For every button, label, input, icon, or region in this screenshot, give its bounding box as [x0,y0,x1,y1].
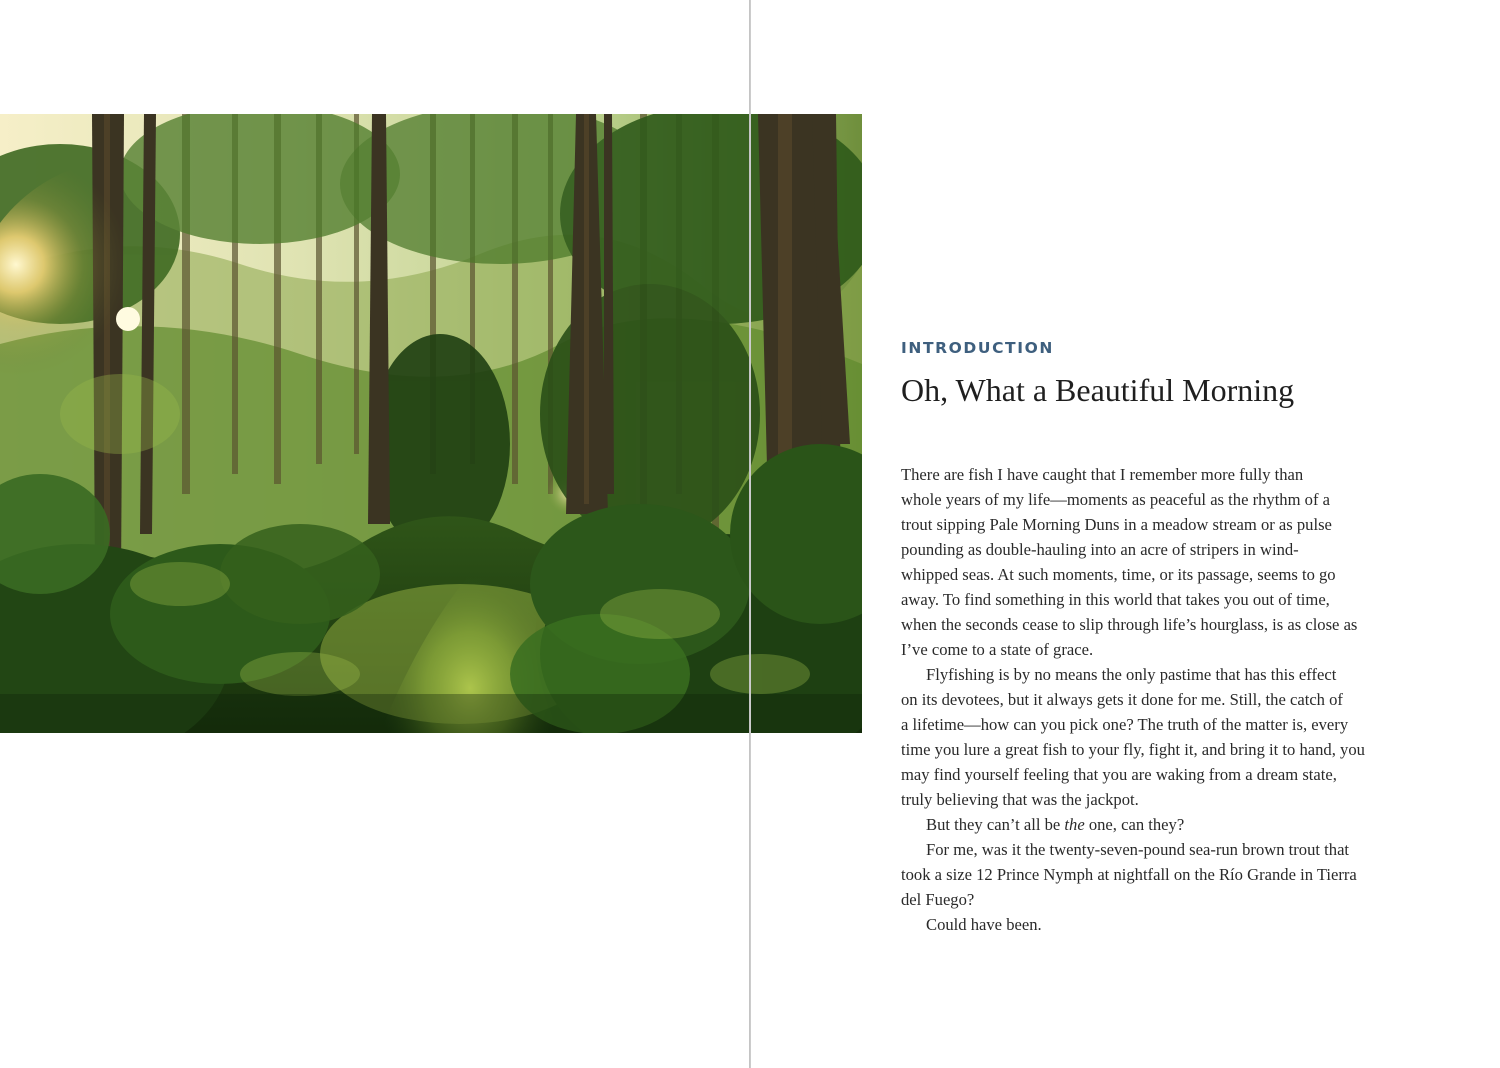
body-line: del Fuego? [901,890,975,909]
body-line: There are fish I have caught that I remember more fully than [901,465,1304,484]
body-line-text: one, can they? [1084,815,1185,834]
body-line: on its devotees, but it always gets it done for me. Still, the catch of [901,690,1343,709]
body-line: took a size 12 Prince Nymph at nightfall on the Río Grande in Tierra [901,865,1357,884]
page-gutter [749,0,751,1068]
body-line: time you lure a great fish to your fly, fight it, and bring it to hand, you [901,740,1365,759]
body-line: when the seconds cease to slip through life’s hourglass, is as close as [901,615,1358,634]
body-line: may find yourself feeling that you are waking from a dream state, [901,765,1337,784]
body-line: away. To find something in this world that takes you out of time, [901,590,1330,609]
body-line: Flyfishing is by no means the only pastime that has this effect [926,665,1337,684]
body-line: whipped seas. At such moments, time, or its passage, seems to go [901,565,1336,584]
body-line: Could have been. [926,915,1042,934]
body-line: For me, was it the twenty-seven-pound sea-run brown trout that [926,840,1350,859]
text-column [901,339,1421,937]
section-kicker: INTRODUCTION [901,339,1054,357]
body-line-text: But they can’t all be [926,815,1065,834]
body-line [901,812,1421,837]
chapter-title: Oh, What a Beautiful Morning [901,372,1295,408]
body-line: truly believing that was the jackpot. [901,790,1139,809]
forest-photo [0,114,862,733]
body-line: trout sipping Pale Morning Duns in a meadow stream or as pulse [901,515,1332,534]
body-line: I’ve come to a state of grace. [901,640,1094,659]
body-text [901,462,1421,937]
body-line: whole years of my life—moments as peaceful as the rhythm of a [901,490,1330,509]
body-line: pounding as double-hauling into an acre of stripers in wind- [901,540,1299,559]
forest-photo-image [0,114,862,733]
body-line: a lifetime—how can you pick one? The truth of the matter is, every [901,715,1349,734]
body-line-emphasis: the [1064,815,1085,834]
